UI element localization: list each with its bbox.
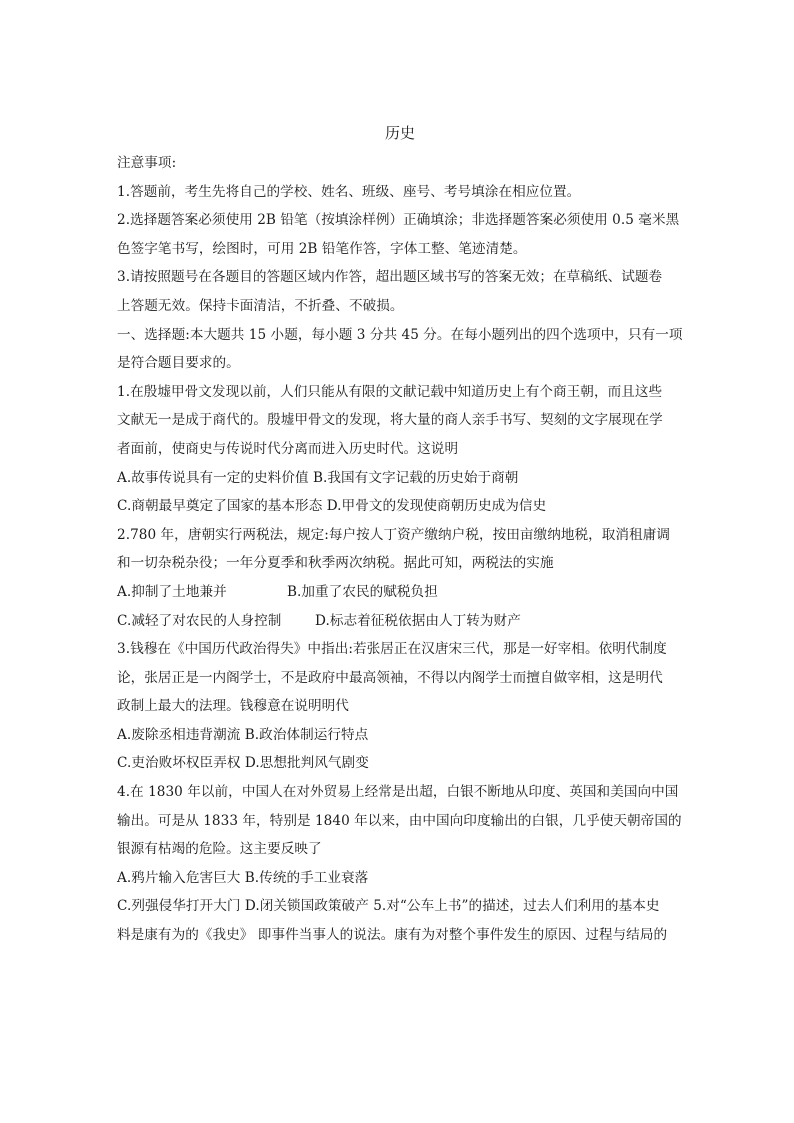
q4-stem: 银源有枯竭的危险。这主要反映了 — [117, 841, 322, 858]
q2-option-d: D.标志着征税依据由人丁转为财产 — [315, 612, 521, 629]
q3-stem: 论，张居正是一内阁学士，不是政府中最高领袖，不得以内阁学士而擅自做宰相，这是明代 — [117, 669, 663, 686]
q3-stem: 政制上最大的法理。钱穆意在说明明代 — [117, 698, 349, 715]
q5-stem: 料是康有为的《我史》 即事件当事人的说法。康有为对整个事件发生的原因、过程与结局的 — [117, 927, 668, 944]
exam-page — [117, 120, 683, 950]
q2-option-c: C.减轻了对农民的人身控制 — [117, 612, 282, 629]
q1-stem: 1.在殷墟甲骨文发现以前，人们只能从有限的文献记载中知道历史上有个商王朝，而且这些 — [117, 383, 663, 400]
page-title: 历史 — [384, 124, 415, 142]
notice-heading: 注意事项: — [117, 155, 177, 171]
q2-options-row — [117, 607, 683, 636]
q2-stem: 和一切杂税杂役；一年分夏季和秋季两次纳税。据此可知，两税法的实施 — [117, 555, 554, 572]
q4-stem: 输出。可是从 1833 年，特别是 1840 年以来，由中国向印度输出的白银，几乎使天朝帝国的 — [117, 812, 682, 829]
q3-options: C.吏治败坏权臣弄权 D.思想批判风气剧变 — [117, 755, 369, 772]
q2-options-row — [117, 578, 683, 607]
q3-stem: 3.钱穆在《中国历代政治得失》中指出:若张居正在汉唐宋三代，那是一好宰相。依明代制度 — [117, 641, 667, 658]
q2-option-a: A.抑制了土地兼并 — [117, 583, 227, 600]
notice-item-3-line: 上答题无效。保持卡面清洁，不折叠、不破损。 — [117, 297, 404, 314]
q1-options: A.故事传说具有一定的史料价值 B.我国有文字记载的历史始于商朝 — [117, 469, 519, 486]
notice-item-2-line: 2.选择题答案必须使用 2B 铅笔（按填涂样例）正确填涂；非选择题答案必须使用 0.5 毫米黑 — [117, 212, 680, 229]
q3-options: A.废除丞相违背潮流 B.政治体制运行特点 — [117, 726, 369, 743]
q1-options: C.商朝最早奠定了国家的基本形态 D.甲骨文的发现使商朝历史成为信史 — [117, 498, 547, 515]
q1-stem: 文献无一是成于商代的。殷墟甲骨文的发现，将大量的商人亲手书写、契刻的文字展现在学 — [117, 412, 663, 429]
section-heading: 是符合题目要求的。 — [117, 355, 240, 372]
q4-options: C.列强侵华打开大门 D.闭关锁国政策破产 5.对“公车上书”的描述，过去人们利用的基本史 — [117, 898, 660, 915]
q4-options: A.鸦片输入危害巨大 B.传统的手工业衰落 — [117, 869, 369, 886]
notice-item-2-line: 色签字笔书写，绘图时，可用 2B 铅笔作答，字体工整、笔迹清楚。 — [117, 240, 527, 257]
section-heading: 一、选择题:本大题共 15 小题，每小题 3 分共 45 分。在每小题列出的四个选项中，只有一项 — [117, 326, 683, 343]
q1-stem: 者面前，使商史与传说时代分离而进入历史时代。这说明 — [117, 440, 459, 457]
q4-stem: 4.在 1830 年以前，中国人在对外贸易上经常是出超，白银不断地从印度、英国和美国向中国 — [117, 784, 679, 801]
notice-item-3-line: 3.请按照题号在各题目的答题区域内作答，超出题区域书写的答案无效；在草稿纸、试题卷 — [117, 269, 663, 286]
q2-option-b: B.加重了农民的赋税负担 — [287, 583, 438, 600]
q2-stem: 2.780 年，唐朝实行两税法，规定:每户按人丁资产缴纳户税，按田亩缴纳地税，取消租庸调 — [117, 526, 670, 543]
notice-item-1-line: 1.答题前，考生先将自己的学校、姓名、班级、座号、考号填涂在相应位置。 — [117, 183, 581, 200]
